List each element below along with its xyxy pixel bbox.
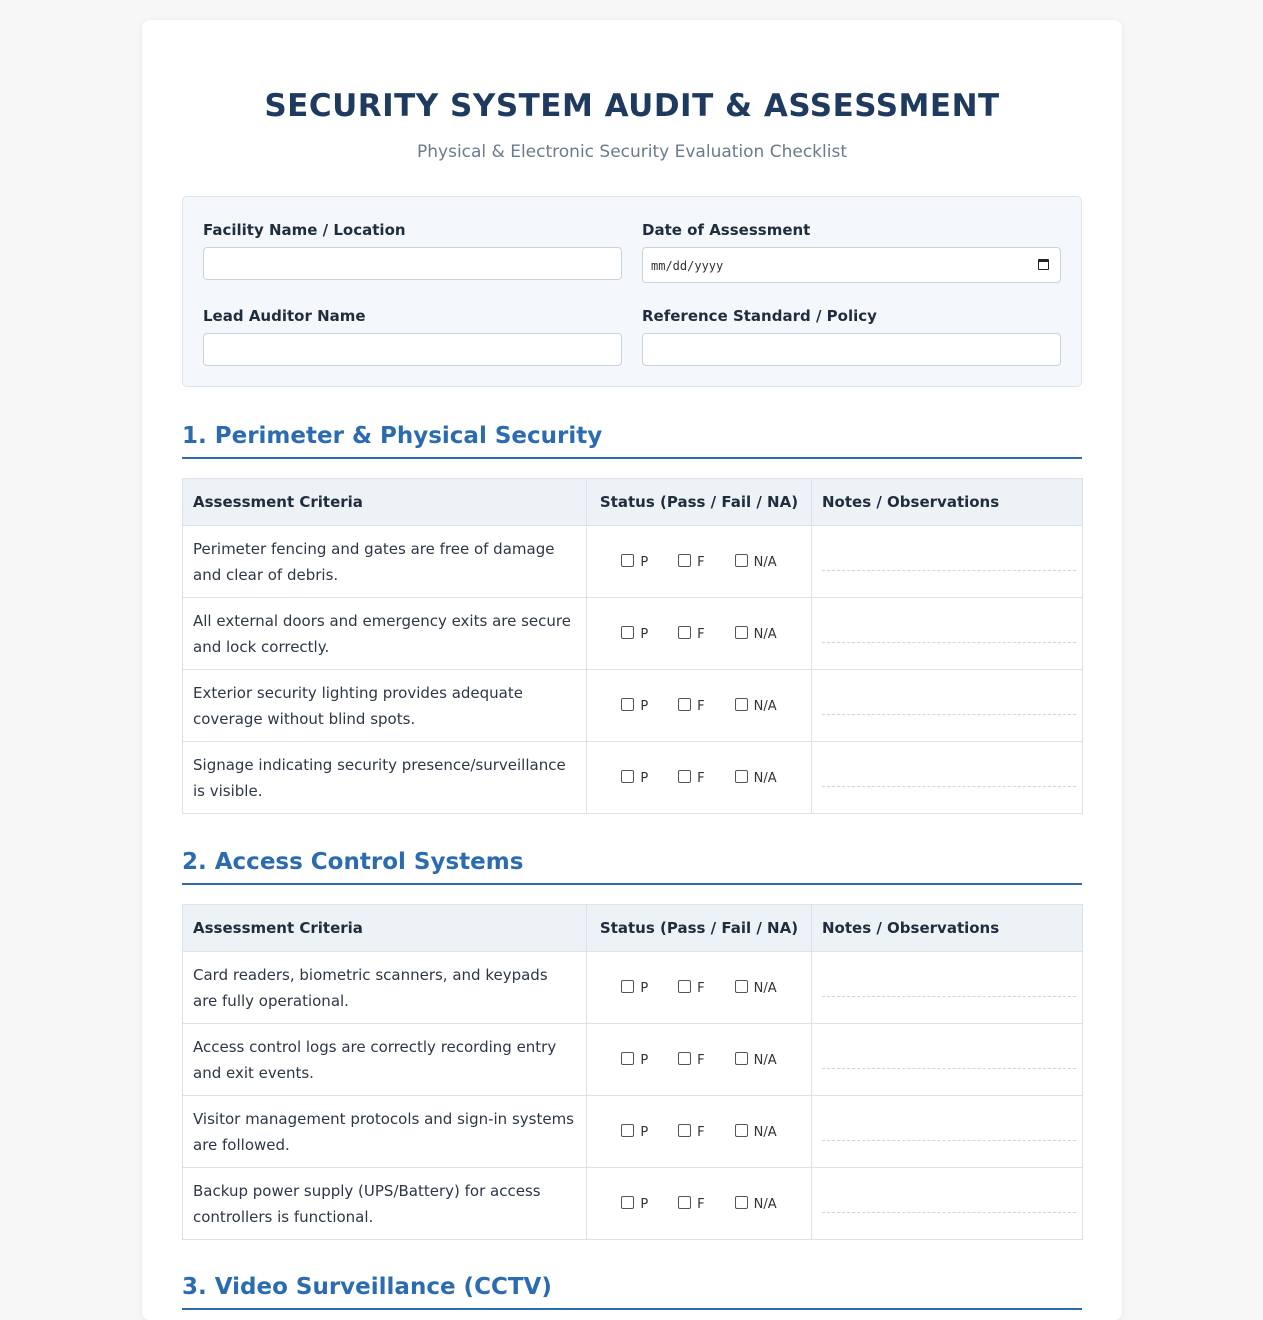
status-option[interactable] [678, 766, 704, 792]
status-option-label: N/A [753, 1196, 777, 1212]
date-input[interactable] [642, 247, 1061, 283]
table-header-row [183, 905, 1083, 952]
criteria-header: Assessment Criteria [183, 479, 587, 526]
status-option-label: P [640, 1124, 649, 1140]
page-title: SECURITY SYSTEM AUDIT & ASSESSMENT [264, 88, 1000, 124]
status-option[interactable] [735, 694, 777, 720]
table-row [183, 526, 1083, 598]
assessment-info-panel [182, 196, 1082, 387]
status-checkbox[interactable] [621, 1124, 634, 1137]
status-checkbox[interactable] [735, 698, 748, 711]
criteria-text: Exterior security lighting provides adequate coverage without blind spots. [183, 670, 587, 742]
reference-field-group [642, 307, 1061, 366]
section-title-access-control: 2. Access Control Systems [182, 849, 1082, 885]
notes-cell [812, 670, 1083, 742]
status-option-label: F [697, 1052, 705, 1068]
status-option-label: F [697, 1196, 705, 1212]
perimeter-checklist-table [182, 478, 1083, 814]
status-checkbox[interactable] [678, 1196, 691, 1209]
status-cell [587, 670, 812, 742]
notes-header: Notes / Observations [812, 905, 1083, 952]
notes-cell [812, 1096, 1083, 1168]
status-option[interactable] [678, 1120, 704, 1146]
notes-cell [812, 1168, 1083, 1240]
status-option[interactable] [621, 1192, 648, 1218]
status-cell [587, 1024, 812, 1096]
criteria-text: Card readers, biometric scanners, and keypads are fully operational. [183, 952, 587, 1024]
criteria-text: Access control logs are correctly recording entry and exit events. [183, 1024, 587, 1096]
criteria-text: Signage indicating security presence/surveillance is visible. [183, 742, 587, 814]
status-checkbox[interactable] [735, 554, 748, 567]
notes-input[interactable] [822, 1212, 1076, 1213]
status-checkbox[interactable] [678, 698, 691, 711]
table-row [183, 598, 1083, 670]
status-checkbox[interactable] [735, 1052, 748, 1065]
status-option[interactable] [735, 976, 777, 1002]
status-option[interactable] [621, 550, 648, 576]
notes-input[interactable] [822, 1140, 1076, 1141]
notes-input[interactable] [822, 714, 1076, 715]
status-checkbox[interactable] [621, 698, 634, 711]
table-row [183, 1168, 1083, 1240]
facility-label: Facility Name / Location [203, 221, 406, 239]
status-checkbox[interactable] [678, 1124, 691, 1137]
table-row [183, 1096, 1083, 1168]
status-option-label: N/A [753, 626, 777, 642]
status-option[interactable] [678, 1048, 704, 1074]
status-option-label: N/A [753, 770, 777, 786]
status-cell [587, 526, 812, 598]
status-checkbox[interactable] [621, 980, 634, 993]
status-checkbox[interactable] [678, 626, 691, 639]
status-option-label: P [640, 1052, 649, 1068]
status-option[interactable] [735, 1120, 777, 1146]
status-option-label: P [640, 626, 649, 642]
reference-input[interactable] [642, 333, 1061, 366]
status-checkbox[interactable] [678, 554, 691, 567]
status-cell [587, 1168, 812, 1240]
status-option-label: P [640, 554, 649, 570]
notes-input[interactable] [822, 786, 1076, 787]
status-option-label: F [697, 626, 705, 642]
table-header-row [183, 479, 1083, 526]
status-option-label: N/A [753, 1124, 777, 1140]
section-title-cctv: 3. Video Surveillance (CCTV) [182, 1274, 1082, 1310]
notes-cell [812, 952, 1083, 1024]
status-cell [587, 1096, 812, 1168]
status-option[interactable] [735, 1048, 777, 1074]
status-checkbox[interactable] [621, 1196, 634, 1209]
status-option-label: F [697, 980, 705, 996]
status-option-label: F [697, 770, 705, 786]
notes-input[interactable] [822, 570, 1076, 571]
status-option[interactable] [735, 1192, 777, 1218]
status-option-label: F [697, 698, 705, 714]
status-option-label: P [640, 698, 649, 714]
status-option[interactable] [678, 550, 704, 576]
status-option[interactable] [621, 976, 648, 1002]
auditor-field-group [203, 307, 622, 366]
table-row [183, 742, 1083, 814]
status-header: Status (Pass / Fail / NA) [587, 905, 812, 952]
status-checkbox[interactable] [678, 980, 691, 993]
table-row [183, 670, 1083, 742]
status-option-label: N/A [753, 980, 777, 996]
notes-cell [812, 1024, 1083, 1096]
status-option-label: N/A [753, 1052, 777, 1068]
reference-label: Reference Standard / Policy [642, 307, 877, 325]
access-control-checklist-table [182, 904, 1083, 1240]
status-option[interactable] [621, 622, 648, 648]
notes-input[interactable] [822, 1068, 1076, 1069]
status-option[interactable] [735, 766, 777, 792]
status-checkbox[interactable] [735, 1124, 748, 1137]
status-option-label: N/A [753, 554, 777, 570]
criteria-text: Visitor management protocols and sign-in systems are followed. [183, 1096, 587, 1168]
status-checkbox[interactable] [735, 980, 748, 993]
status-cell [587, 952, 812, 1024]
notes-cell [812, 598, 1083, 670]
notes-input[interactable] [822, 996, 1076, 997]
section-title-perimeter: 1. Perimeter & Physical Security [182, 423, 1082, 459]
status-checkbox[interactable] [735, 626, 748, 639]
criteria-header: Assessment Criteria [183, 905, 587, 952]
date-label: Date of Assessment [642, 221, 811, 239]
status-option-label: P [640, 1196, 649, 1212]
status-option-label: P [640, 770, 649, 786]
calendar-icon[interactable] [1038, 259, 1049, 270]
status-option[interactable] [621, 1120, 648, 1146]
status-option[interactable] [678, 1192, 704, 1218]
status-checkbox[interactable] [678, 770, 691, 783]
auditor-input[interactable] [203, 333, 622, 366]
status-option-label: F [697, 554, 705, 570]
notes-header: Notes / Observations [812, 479, 1083, 526]
status-checkbox[interactable] [621, 554, 634, 567]
status-option-label: P [640, 980, 649, 996]
status-option-label: N/A [753, 698, 777, 714]
status-cell [587, 742, 812, 814]
status-cell [587, 598, 812, 670]
table-row [183, 952, 1083, 1024]
date-placeholder: mm/dd/yyyy [651, 259, 724, 273]
notes-cell [812, 526, 1083, 598]
status-checkbox[interactable] [735, 770, 748, 783]
status-header: Status (Pass / Fail / NA) [587, 479, 812, 526]
status-option[interactable] [621, 1048, 648, 1074]
checklist-body [183, 952, 1083, 1240]
facility-input[interactable] [203, 247, 622, 280]
status-checkbox[interactable] [621, 1052, 634, 1065]
criteria-text: All external doors and emergency exits are secure and lock correctly. [183, 598, 587, 670]
auditor-label: Lead Auditor Name [203, 307, 366, 325]
status-option[interactable] [678, 976, 704, 1002]
status-option[interactable] [621, 694, 648, 720]
status-option[interactable] [678, 694, 704, 720]
criteria-text: Perimeter fencing and gates are free of damage and clear of debris. [183, 526, 587, 598]
facility-field-group [203, 221, 622, 280]
status-checkbox[interactable] [621, 626, 634, 639]
status-checkbox[interactable] [621, 770, 634, 783]
status-checkbox[interactable] [735, 1196, 748, 1209]
status-option-label: F [697, 1124, 705, 1140]
notes-input[interactable] [822, 642, 1076, 643]
table-row [183, 1024, 1083, 1096]
status-option[interactable] [621, 766, 648, 792]
status-option[interactable] [735, 550, 777, 576]
status-checkbox[interactable] [678, 1052, 691, 1065]
criteria-text: Backup power supply (UPS/Battery) for access controllers is functional. [183, 1168, 587, 1240]
checklist-body [183, 526, 1083, 814]
status-option[interactable] [678, 622, 704, 648]
date-field-group [642, 221, 1061, 283]
page-subtitle: Physical & Electronic Security Evaluation Checklist [417, 142, 847, 162]
status-option[interactable] [735, 622, 777, 648]
notes-cell [812, 742, 1083, 814]
audit-form-card [142, 20, 1122, 1320]
